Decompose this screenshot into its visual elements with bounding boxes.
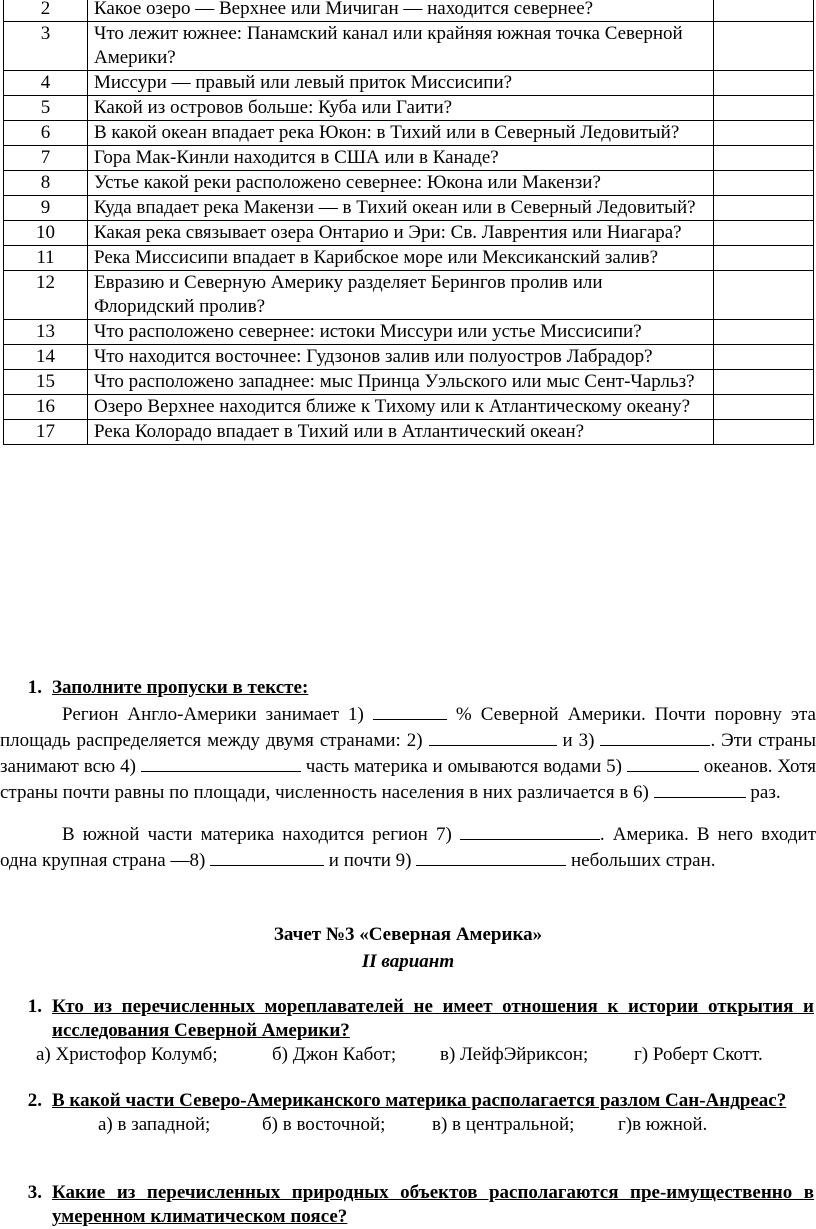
row-number: 6 — [4, 121, 88, 146]
table-row — [4, 370, 814, 395]
row-number: 10 — [4, 221, 88, 246]
test-title: Зачет №3 «Северная Америка» — [273, 924, 543, 945]
row-question: Какая река связывает озера Онтарио и Эри: Св. Лаврентия или Ниагара? — [88, 221, 714, 246]
blank-2[interactable] — [429, 727, 557, 746]
table-row — [4, 196, 814, 221]
fill-text: . Америка. В него входит одна крупная страна —8) — [0, 824, 816, 871]
option-b[interactable]: б) в восточной; — [262, 1114, 386, 1135]
row-question: Что расположено севернее: истоки Миссури или устье Миссисипи? — [88, 320, 714, 345]
row-number: 16 — [4, 395, 88, 420]
answer-cell[interactable] — [714, 246, 814, 271]
fill-text: океанов. Хотя страны почти равны по площади, численность населения в них различается в 6) — [0, 756, 816, 803]
table-row — [4, 221, 814, 246]
answer-cell[interactable] — [714, 345, 814, 370]
row-question: Куда впадает река Макензи — в Тихий океан или в Северный Ледовитый? — [88, 196, 714, 221]
table-row — [4, 246, 814, 271]
fill-text: раз. — [745, 782, 781, 803]
question-number: 2. — [27, 1090, 42, 1111]
answer-cell[interactable] — [714, 221, 814, 246]
question-text: Какие из перечисленных природных объектов располагаются пре-имущественно в умеренном климатическом поясе? — [52, 1182, 814, 1227]
row-number: 17 — [4, 420, 88, 445]
table-row — [4, 146, 814, 171]
row-number: 11 — [4, 246, 88, 271]
table-row — [4, 320, 814, 345]
option-a[interactable]: а) в западной; — [98, 1114, 211, 1135]
question-2 — [0, 1089, 816, 1139]
fill-text: небольших стран. — [566, 850, 716, 871]
row-number: 15 — [4, 370, 88, 395]
row-question: В какой океан впадает река Юкон: в Тихий или в Северный Ледовитый? — [88, 121, 714, 146]
answer-options — [0, 1113, 816, 1139]
fill-text: . Эти страны занимают всю 4) — [0, 730, 816, 777]
row-question: Озеро Верхнее находится ближе к Тихому или к Атлантическому океану? — [88, 395, 714, 420]
answer-cell[interactable] — [714, 0, 814, 22]
table-row — [4, 271, 814, 320]
answer-cell[interactable] — [714, 320, 814, 345]
answer-cell[interactable] — [714, 395, 814, 420]
row-question: Река Миссисипи впадает в Карибское море или Мексиканский залив? — [88, 246, 714, 271]
fill-text: В южной части материка находится регион 7) — [62, 824, 460, 845]
row-number: 4 — [4, 71, 88, 96]
answer-cell[interactable] — [714, 271, 814, 320]
blank-4[interactable] — [141, 753, 301, 772]
table-row — [4, 96, 814, 121]
table-row — [4, 121, 814, 146]
test-variant: II вариант — [361, 951, 455, 972]
answer-cell[interactable] — [714, 96, 814, 121]
answer-options — [0, 1043, 816, 1069]
task-number: 1. — [27, 677, 42, 698]
row-question: Река Колорадо впадает в Тихий или в Атлантический океан? — [88, 420, 714, 445]
row-question: Евразию и Северную Америку разделяет Берингов пролив или Флоридский пролив? — [88, 271, 714, 320]
fill-text: и почти 9) — [324, 850, 417, 871]
question-1 — [0, 995, 816, 1069]
blank-8[interactable] — [210, 847, 324, 866]
row-number: 14 — [4, 345, 88, 370]
option-b[interactable]: б) Джон Кабот; — [272, 1044, 397, 1065]
table-row — [4, 0, 814, 22]
question-3 — [0, 1181, 816, 1229]
answer-cell[interactable] — [714, 22, 814, 71]
row-question: Что лежит южнее: Панамский канал или крайняя южная точка Северной Америки? — [88, 22, 714, 71]
row-number: 12 — [4, 271, 88, 320]
option-a[interactable]: а) Христофор Колумб; — [36, 1044, 218, 1065]
questions-table — [3, 0, 814, 445]
row-question: Устье какой реки расположено севернее: Юкона или Макензи? — [88, 171, 714, 196]
row-question: Что расположено западнее: мыс Принца Уэльского или мыс Сент-Чарльз? — [88, 370, 714, 395]
fill-text: и 3) — [556, 730, 601, 751]
blank-3[interactable] — [600, 727, 710, 746]
fill-text: часть материка и омываются водами 5) — [300, 756, 627, 777]
answer-cell[interactable] — [714, 171, 814, 196]
row-question: Что находится восточнее: Гудзонов залив или полуостров Лабрадор? — [88, 345, 714, 370]
question-number: 1. — [27, 996, 42, 1017]
option-d[interactable]: г)в южной. — [618, 1114, 708, 1135]
blank-7[interactable] — [460, 821, 600, 840]
row-number: 9 — [4, 196, 88, 221]
answer-cell[interactable] — [714, 146, 814, 171]
table-row — [4, 420, 814, 445]
table-row — [4, 71, 814, 96]
table-row — [4, 22, 814, 71]
option-c[interactable]: в) в центральной; — [432, 1114, 575, 1135]
row-number: 3 — [4, 22, 88, 71]
question-number: 3. — [27, 1182, 42, 1203]
row-number: 7 — [4, 146, 88, 171]
row-question: Гора Мак-Кинли находится в США или в Канаде? — [88, 146, 714, 171]
question-text: Кто из перечисленных мореплавателей не имеет отношения к истории открытия и исследования Северной Америки? — [52, 996, 814, 1041]
row-number: 5 — [4, 96, 88, 121]
table-row — [4, 395, 814, 420]
answer-cell[interactable] — [714, 370, 814, 395]
option-d[interactable]: г) Роберт Скотт. — [634, 1044, 763, 1065]
row-question: Какой из островов больше: Куба или Гаити? — [88, 96, 714, 121]
option-c[interactable]: в) ЛейфЭйриксон; — [440, 1044, 589, 1065]
fill-paragraph-1 — [0, 701, 816, 805]
blank-1[interactable] — [373, 701, 447, 720]
fill-task — [0, 676, 816, 700]
blank-6[interactable] — [654, 779, 746, 798]
row-question: Миссури — правый или левый приток Миссисипи? — [88, 71, 714, 96]
row-number: 13 — [4, 320, 88, 345]
fill-text: Регион Англо-Америки занимает 1) — [62, 704, 373, 725]
question-text: В какой части Северо-Американского материка располагается разлом Сан-Андреас? — [52, 1090, 787, 1111]
answer-cell[interactable] — [714, 121, 814, 146]
answer-cell[interactable] — [714, 420, 814, 445]
answer-cell[interactable] — [714, 71, 814, 96]
row-question: Какое озеро — Верхнее или Мичиган — находится севернее? — [88, 0, 714, 22]
row-number: 2 — [4, 0, 88, 22]
answer-cell[interactable] — [714, 196, 814, 221]
fill-paragraph-2 — [0, 821, 816, 873]
blank-5[interactable] — [627, 753, 699, 772]
row-number: 8 — [4, 171, 88, 196]
table-row — [4, 345, 814, 370]
fill-text: % Северной Америки. Почти поровну эта площадь распределяется между двумя странами: 2) — [0, 704, 816, 751]
table-row — [4, 171, 814, 196]
blank-9[interactable] — [416, 847, 566, 866]
task-heading: Заполните пропуски в тексте: — [52, 677, 309, 698]
